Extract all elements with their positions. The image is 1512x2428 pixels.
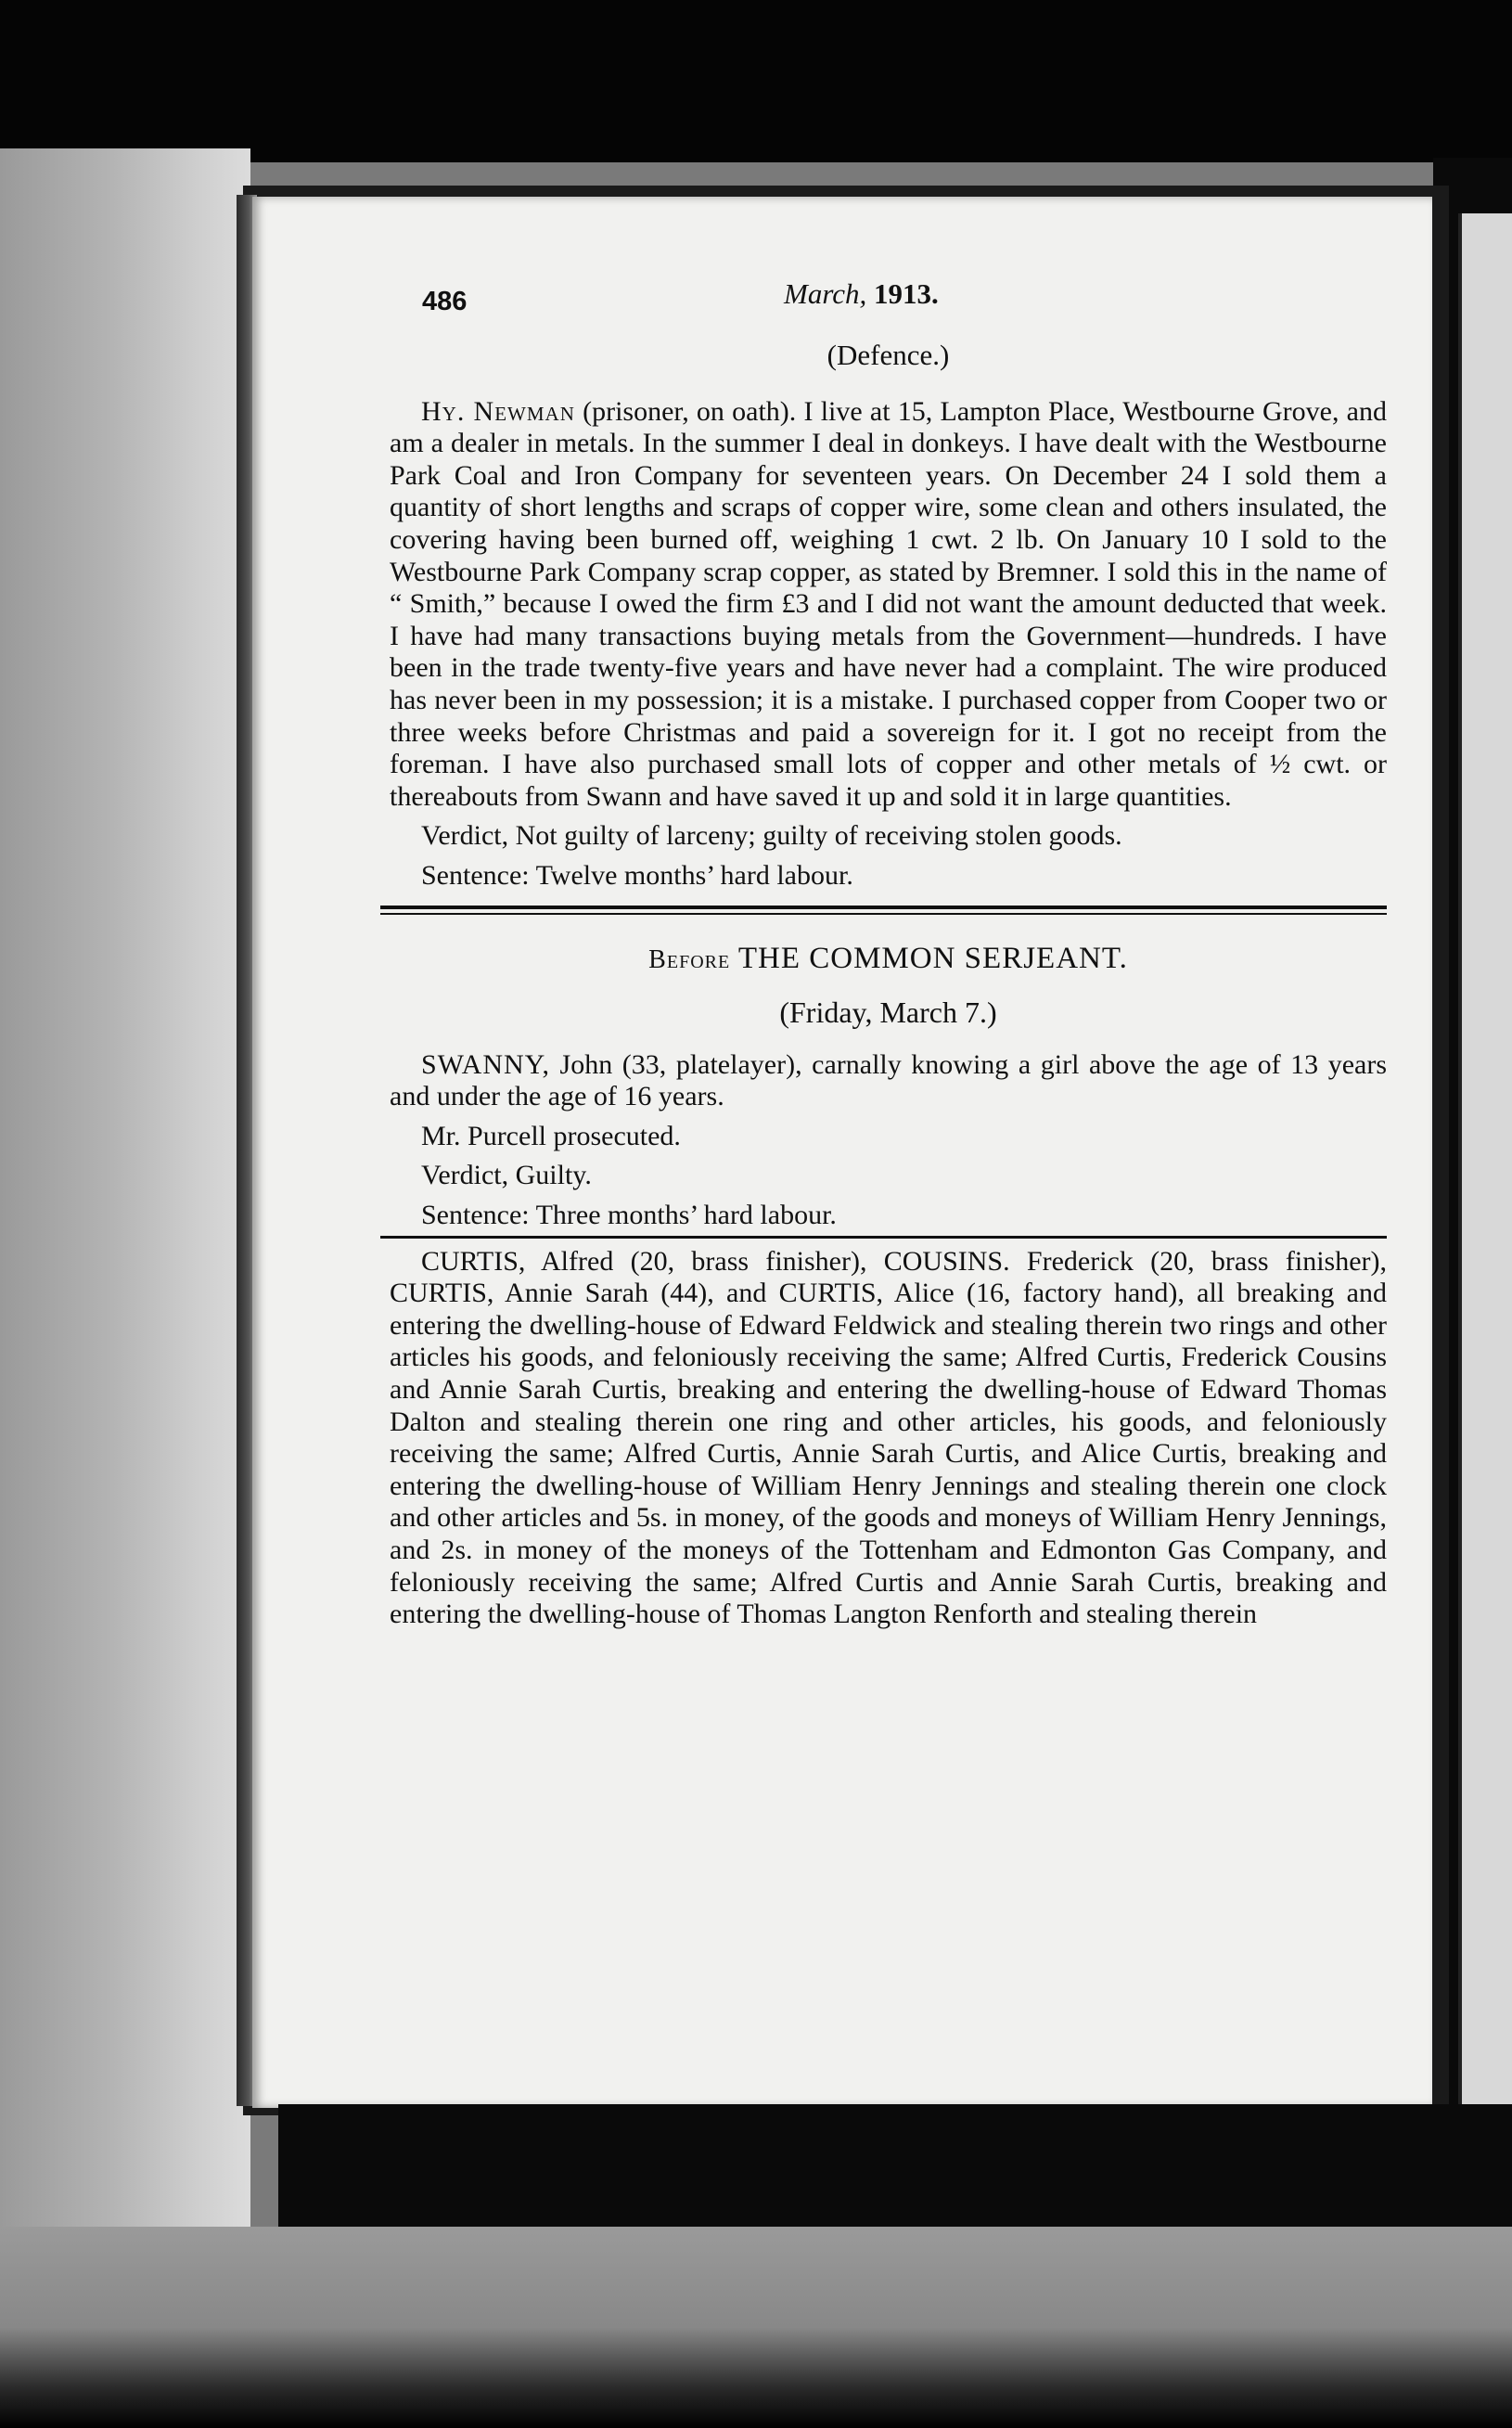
swanny-prosecution: Mr. Purcell prosecuted. [421, 1120, 681, 1151]
court-name: THE COMMON SERJEANT. [737, 941, 1128, 975]
swanny-case [390, 1049, 1387, 1113]
header-year: 1913. [874, 277, 939, 310]
court-prefix: Before [648, 944, 731, 974]
defence-heading: (Defence.) [826, 339, 950, 371]
running-header [390, 278, 1387, 319]
section-divider-double [380, 906, 1387, 915]
newman-testimony [390, 396, 1387, 814]
header-date [784, 278, 939, 311]
swanny-case-text: John (33, platelayer), carnally knowing a girl above the age of 13 years and under the age of 16 years. [390, 1048, 1387, 1112]
newman-verdict: Verdict, Not guilty of larceny; guilty of receiving stolen goods. [421, 820, 1122, 852]
film-margin-left [0, 148, 250, 2282]
court-date: (Friday, March 7.) [779, 996, 997, 1030]
page-content [390, 278, 1387, 1631]
swanny-verdict: Verdict, Guilty. [421, 1160, 592, 1191]
swanny-sentence: Sentence: Three months’ hard labour. [421, 1200, 837, 1231]
film-margin-bottom [0, 2227, 1512, 2428]
page-number: 486 [422, 287, 468, 316]
newman-sentence: Sentence: Twelve months’ hard labour. [421, 859, 853, 891]
section-divider-single [380, 1236, 1387, 1239]
newman-name: Hy. Newman [421, 395, 575, 427]
court-heading [390, 943, 1387, 977]
header-month: March, [784, 277, 867, 310]
swanny-name: SWANNY, [421, 1048, 550, 1080]
next-page-edge [1458, 213, 1512, 2106]
curtis-case: CURTIS, Alfred (20, brass finisher), COUSINS. Frederick (20, brass finisher), CURTIS, Annie Sarah (44), and CURTIS, Alice (16, factory hand), all breaking and entering the dwelling-house of Edward Feldwick and stealing therein two rings and other articles his goods, and feloniously receiving the same; Alfred Curtis, Frederick Cousins and Annie Sarah Curtis, breaking and entering the dwelling-house of Edward Thomas Dalton and stealing therein one ring and other articles, his goods, and feloniously receiving the same; Alfred Curtis, Annie Sarah Curtis, and Alice Curtis, breaking and entering the dwelling-house of William Henry Jennings and stealing therein one clock and other articles and 5s. in money, of the goods and moneys of William Henry Jennings, and 2s. in money of the moneys of the Tottenham and Edmonton Gas Company, and feloniously receiving the same; Alfred Curtis and Annie Sarah Curtis, breaking and entering the dwelling-house of Thomas Langton Renforth and stealing therein [390, 1245, 1387, 1630]
film-border-bottom-band [278, 2104, 1512, 2229]
newman-testimony-text: (prisoner, on oath). I live at 15, Lampton Place, Westbourne Grove, and am a dealer in metals. In the summer I deal in donkeys. I have dealt with the Westbourne Park Coal and Iron Company for seventeen years. On December 24 I sold them a quantity of short lengths and scraps of copper wire, some clean and others insulated, the covering having been burned off, weighing 1 cwt. 2 lb. On January 10 I sold to the Westbourne Park Company scrap copper, as stated by Bremner. I sold this in the name of “ Smith,” because I owed the firm £3 and I did not want the amount deducted that week. I have had many transactions buying metals from the Government—hundreds. I have been in the trade twenty-five years and have never had a complaint. The wire produced has never been in my possession; it is a mistake. I purchased copper from Cooper two or three weeks before Christmas and paid a sovereign for it. I got no receipt from the foreman. I have also purchased small lots of copper and other metals of ½ cwt. or thereabouts from Swann and have saved it up and sold it in large quantities. [390, 395, 1387, 812]
film-border-top [0, 0, 1512, 162]
